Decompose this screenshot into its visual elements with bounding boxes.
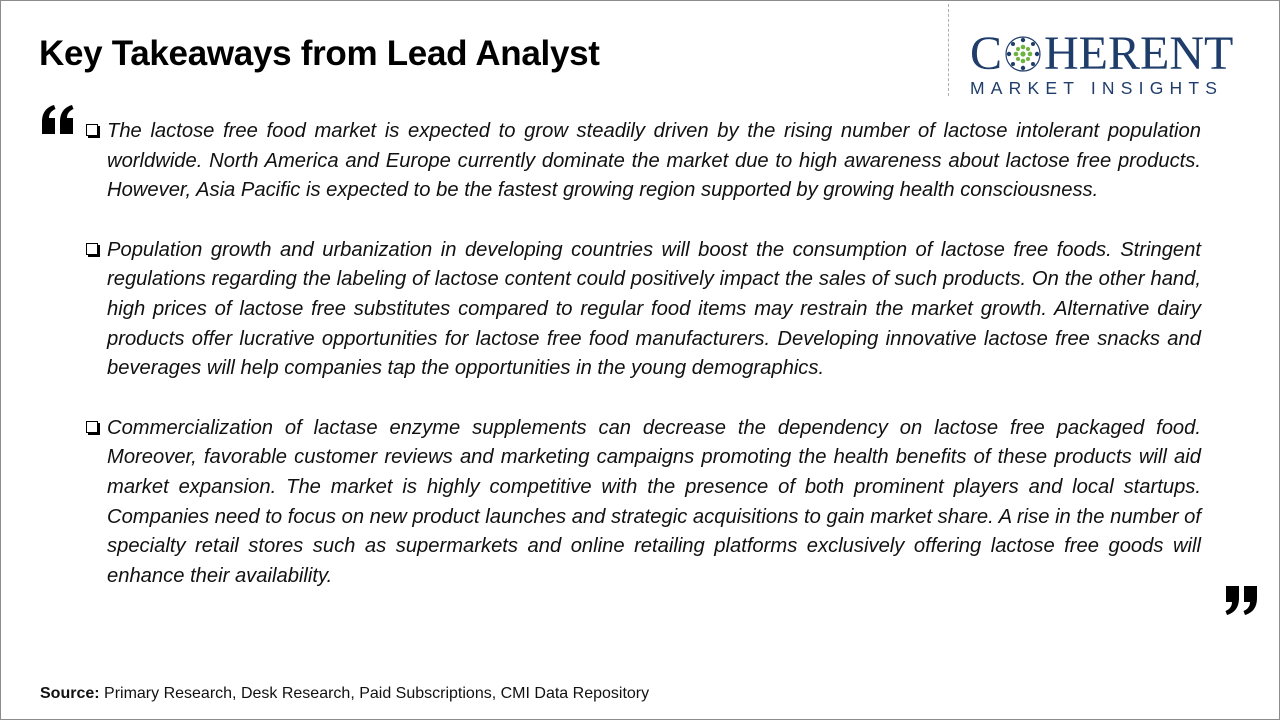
takeaway-text: Population growth and urbanization in developing countries will boost the consumption of lactose free foods. Stringent regulations regarding the labeling of lactose content could positively impact the sales of such products. On the other hand, high prices of lactose free substitutes compared to regular food items may restrain the market growth. Alternative dairy products offer lucrative opportunities for lactose free food manufacturers. Developing innovative lactose free snacks and beverages will help companies tap the opportunities in the young demographics. <box>107 238 1201 380</box>
page-title: Key Takeaways from Lead Analyst <box>39 34 600 73</box>
takeaway-text: The lactose free food market is expected to grow steadily driven by the rising number of lactose intolerant population worldwide. North America and Europe currently dominate the market due to high awareness about lactose free products. However, Asia Pacific is expected to be the fastest growing region supported by growing health consciousness. <box>107 120 1201 202</box>
list-item <box>86 414 1201 592</box>
list-item <box>86 117 1201 206</box>
takeaways-list <box>86 117 1201 591</box>
takeaway-text: Commercialization of lactase enzyme supplements can decrease the dependency on lactose free packaged food. Moreover, favorable customer reviews and marketing campaigns promoting the health benefits of these products will aid market expansion. The market is highly competitive with the presence of both prominent players and local startups. Companies need to focus on new product launches and strategic acquisitions to gain market share. A rise in the number of specialty retail stores such as supermarkets and online retailing platforms exclusively offering lactose free goods will enhance their availability. <box>107 416 1201 587</box>
logo-tagline: MARKET INSIGHTS <box>970 78 1224 98</box>
checkbox-bullet-icon <box>86 124 98 136</box>
source-label: Source: <box>40 685 100 702</box>
list-item <box>86 236 1201 384</box>
logo-letter-c: C <box>970 27 1003 80</box>
logo-letters-herent: HERENT <box>1044 27 1234 80</box>
checkbox-bullet-icon <box>86 421 98 433</box>
logo-divider <box>948 4 949 96</box>
checkbox-bullet-icon <box>86 243 98 255</box>
globe-icon <box>1003 34 1043 74</box>
quote-close-icon <box>1223 584 1259 616</box>
source-text: Primary Research, Desk Research, Paid Subscriptions, CMI Data Repository <box>99 685 650 702</box>
quote-open-icon <box>40 104 76 136</box>
company-logo <box>970 27 1265 100</box>
logo-wordmark <box>970 27 1234 80</box>
source-note <box>40 685 649 703</box>
